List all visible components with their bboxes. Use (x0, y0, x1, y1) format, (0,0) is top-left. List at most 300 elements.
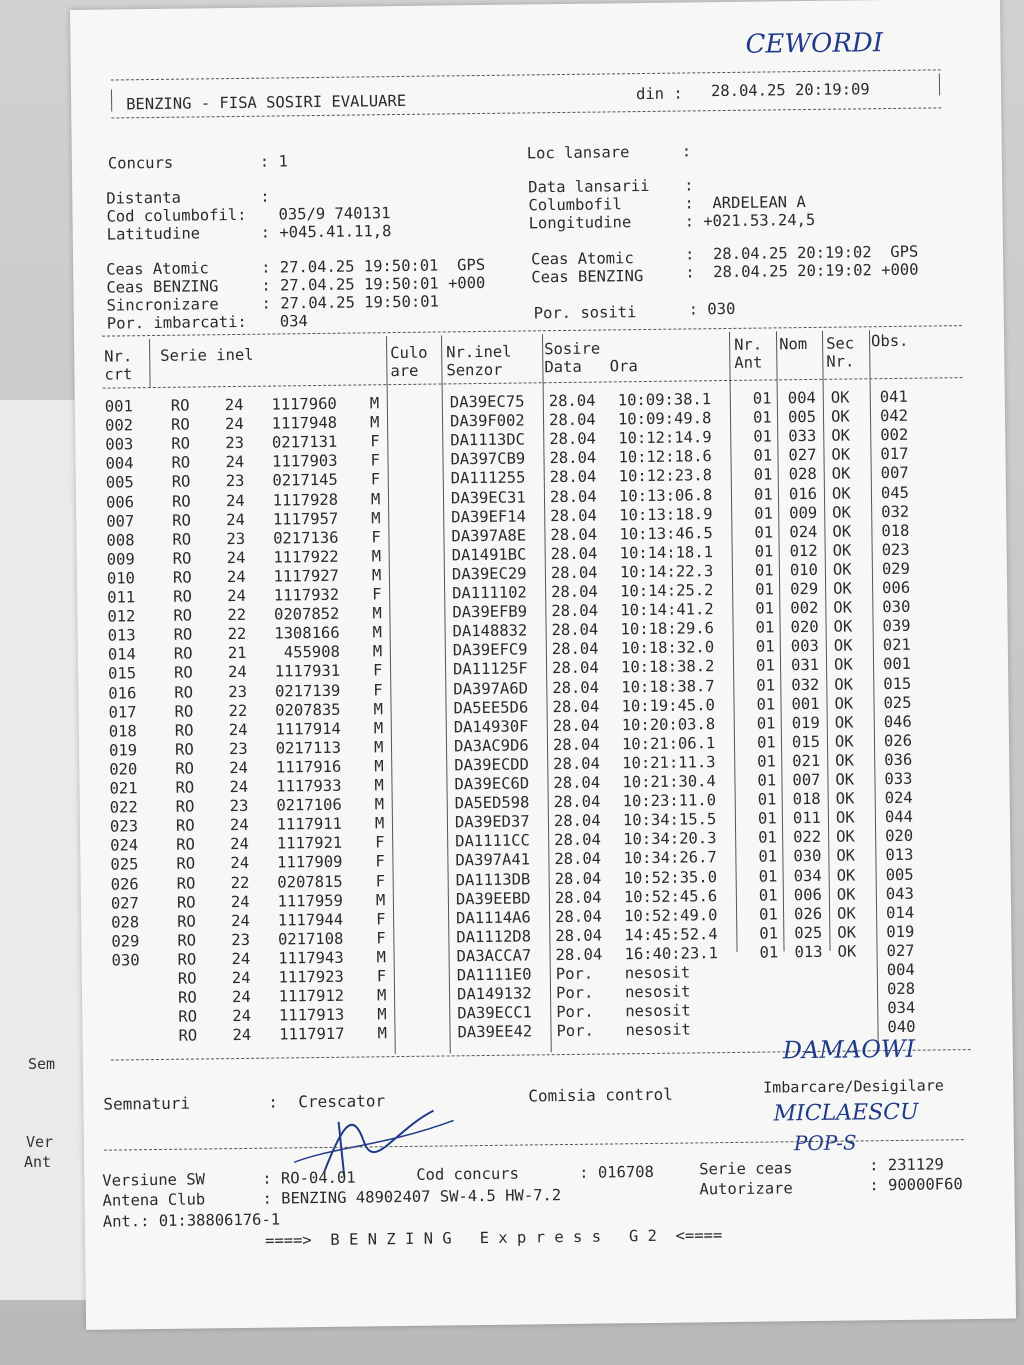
row-sex: F (376, 909, 386, 929)
semnaturi-label: Semnaturi (103, 1093, 191, 1114)
row-sex: M (377, 1024, 387, 1043)
row-senzor: DA14930F (453, 717, 529, 737)
row-country: RO (171, 453, 191, 473)
benzing-banner: ====> B E N Z I N G E x p r e s s G 2 <==== (264, 1226, 723, 1250)
row-nr: 001 (104, 397, 133, 416)
row-sex: M (370, 489, 381, 508)
row-nom: 020 (790, 618, 819, 637)
row-country: RO (173, 625, 193, 644)
row-year: 22 (227, 605, 247, 625)
row-sex: F (375, 852, 385, 871)
row-senzor: DA11125F (452, 659, 528, 679)
comisia-control-label: Comisia control (528, 1084, 673, 1106)
row-nom: 033 (788, 427, 817, 446)
row-senzor: DA148832 (452, 621, 528, 641)
row-time: 10:34:15.5 (622, 810, 717, 830)
col-header-nr-inel: Nr.inel (446, 342, 512, 362)
cod-columbofil-label: Cod columbofil: (106, 205, 247, 226)
row-obs: 025 (883, 693, 912, 712)
row-time: 10:18:38.2 (620, 657, 715, 677)
row-ring-number: 0217136 (273, 528, 339, 548)
row-sex: M (374, 795, 385, 814)
row-date: 28.04 (549, 448, 597, 468)
row-time: 10:52:45.6 (623, 886, 718, 906)
row-time: nesosit (625, 1001, 691, 1021)
row-senzor: DA397A41 (455, 850, 531, 870)
row-time: 16:40:23.1 (624, 944, 719, 964)
longitudine-label: Longitudine (528, 213, 632, 233)
row-nr: 019 (108, 741, 138, 760)
row-time: nesosit (624, 963, 691, 983)
row-country: RO (176, 835, 195, 855)
row-obs: 018 (881, 521, 910, 540)
row-nom: 007 (792, 770, 821, 790)
col-header-nr-ant-1: Nr. (734, 335, 763, 354)
distanta-value: : (260, 187, 270, 206)
row-ant: 01 (755, 599, 775, 618)
row-country: RO (177, 988, 197, 1007)
row-obs: 006 (882, 578, 911, 598)
row-obs: 027 (886, 941, 915, 960)
handwritten-corner-note: CEWORDI (745, 28, 884, 60)
row-date: 28.04 (552, 678, 600, 697)
row-year: 22 (228, 701, 248, 720)
report-date-value: 28.04.25 20:19:09 (710, 80, 870, 101)
row-obs: 043 (885, 884, 914, 903)
row-country: RO (173, 606, 193, 625)
row-sex: M (374, 814, 385, 833)
row-sex: M (373, 718, 384, 738)
row-nom: 016 (788, 484, 818, 503)
row-nr: 009 (106, 550, 135, 569)
row-country: RO (178, 1007, 198, 1026)
row-sec: OK (834, 713, 854, 732)
row-sec: OK (835, 751, 855, 770)
row-senzor: DA39EF14 (451, 507, 526, 526)
row-country: RO (172, 511, 192, 530)
table-header-rule (103, 377, 963, 389)
col-header-sec-1: Sec (826, 334, 855, 353)
row-sec: OK (831, 464, 851, 484)
report-sheet (70, 0, 1016, 1330)
row-sex: M (372, 623, 383, 642)
row-country: RO (172, 549, 192, 568)
row-ant: 01 (753, 427, 773, 446)
row-country: RO (175, 759, 195, 778)
row-sex: M (371, 508, 381, 527)
row-country: RO (175, 816, 195, 835)
row-senzor: DA39EE42 (457, 1022, 533, 1042)
row-nom: 012 (789, 541, 818, 561)
row-ring-number: 1117944 (277, 910, 344, 930)
row-year: 24 (226, 510, 246, 529)
row-country: RO (175, 778, 195, 797)
row-country: RO (176, 893, 196, 912)
row-obs: 033 (884, 769, 913, 789)
row-country: RO (174, 683, 194, 702)
row-ant: 01 (758, 886, 778, 905)
row-ant: 01 (757, 771, 777, 790)
row-ring-number: 1117931 (274, 662, 341, 681)
col-header-data-ora: Data Ora (544, 357, 638, 377)
row-sec: OK (837, 942, 857, 961)
row-senzor: DA39EC31 (450, 487, 526, 507)
row-date: 28.04 (550, 563, 598, 583)
row-senzor: DA39EC29 (451, 564, 527, 584)
row-nr: 030 (111, 951, 140, 970)
row-year: 21 (227, 644, 247, 663)
row-country: RO (173, 587, 192, 606)
row-ring-number: 455908 (283, 643, 340, 662)
edge-fragment-sem: Sem (28, 1055, 56, 1073)
row-sec: OK (837, 923, 857, 942)
row-senzor: DA39ED37 (454, 812, 530, 832)
row-time: 10:12:14.9 (618, 428, 712, 448)
row-ring-number: 1117909 (276, 853, 343, 872)
row-date: 28.04 (551, 620, 599, 640)
edge-fragment-ant: Ant (24, 1153, 52, 1171)
row-nr: 005 (105, 473, 134, 492)
row-ant: 01 (758, 828, 777, 847)
col-header-senzor: Senzor (446, 360, 503, 380)
ceas-benzing-left-value: : 27.04.25 19:50:01 +000 (261, 273, 486, 295)
row-year: 24 (229, 777, 249, 797)
row-ant: 01 (755, 637, 775, 656)
row-year: 24 (227, 663, 247, 682)
row-nom: 025 (794, 923, 823, 943)
row-date: 28.04 (553, 754, 601, 774)
data-lansarii-label: Data lansarii (528, 176, 650, 197)
row-year: 23 (228, 739, 248, 758)
longitudine-value: : +021.53.24,5 (684, 210, 816, 231)
row-ant: 01 (756, 733, 776, 752)
handwritten-signature-name-3: POP-S (793, 1130, 857, 1156)
row-year: 22 (227, 625, 247, 644)
row-sex: M (373, 738, 384, 757)
row-date: 28.04 (553, 811, 601, 831)
row-ant: 01 (757, 809, 777, 828)
row-ant: 01 (756, 695, 776, 714)
row-nr: 023 (109, 817, 139, 836)
row-sex: M (376, 986, 387, 1005)
header-top-rule (111, 69, 941, 80)
row-time: 10:21:30.4 (622, 772, 716, 792)
col-header-nom: Nom (779, 335, 808, 354)
row-sex: F (371, 527, 381, 547)
row-date: 28.04 (551, 639, 599, 659)
row-ring-number: 1117948 (271, 413, 338, 433)
row-time: 10:09:38.1 (617, 390, 712, 410)
row-year: 24 (226, 548, 246, 567)
row-ant: 01 (753, 446, 773, 465)
row-date: 28.04 (548, 391, 596, 411)
row-sec: OK (830, 388, 850, 407)
row-obs: 020 (885, 827, 914, 846)
row-ring-number: 1117943 (278, 948, 344, 968)
row-sex: F (370, 432, 380, 451)
versiune-sw-label: Versiune SW (102, 1170, 206, 1190)
row-sec: OK (833, 655, 853, 675)
row-year: 23 (226, 529, 246, 548)
row-ring-number: 1117914 (275, 719, 341, 739)
row-country: RO (170, 396, 190, 415)
row-sec: OK (834, 674, 854, 694)
row-sec: OK (836, 865, 856, 885)
row-date: 28.04 (554, 830, 601, 850)
row-date: 28.04 (550, 544, 598, 563)
row-senzor: DA397A6D (453, 678, 529, 698)
latitudine-label: Latitudine (106, 224, 201, 244)
row-nr: 008 (106, 530, 135, 550)
row-senzor: DA5EE5D6 (453, 698, 529, 717)
row-date: 28.04 (551, 658, 599, 678)
row-year: 24 (229, 816, 249, 835)
row-year: 23 (225, 434, 245, 453)
col-header-sosire: Sosire (544, 339, 601, 359)
row-ring-number: 1117911 (276, 814, 343, 834)
row-nr: 016 (108, 683, 137, 703)
row-senzor: DA39EEBD (455, 889, 531, 908)
row-nom: 028 (788, 465, 817, 484)
row-country: RO (175, 797, 195, 816)
row-ant: 01 (755, 618, 775, 637)
row-sex: F (375, 833, 385, 852)
row-nom: 032 (791, 675, 820, 694)
row-ant: 01 (752, 408, 772, 427)
row-time: 10:21:11.3 (622, 753, 716, 773)
row-ring-number: 0217106 (276, 795, 342, 815)
row-country: RO (174, 702, 194, 721)
row-date: 28.04 (550, 525, 598, 544)
row-ring-number: 1117916 (275, 757, 342, 777)
row-nr: 018 (108, 721, 137, 741)
row-sex: M (375, 890, 386, 909)
row-ant: 01 (758, 847, 778, 867)
ceas-atomic-right-value: : 28.04.25 20:19:02 GPS (684, 242, 919, 264)
row-sec: OK (831, 445, 851, 465)
row-obs: 041 (879, 387, 908, 407)
row-nom: 021 (792, 751, 821, 771)
row-nr: 026 (110, 874, 139, 894)
row-ant: 01 (758, 866, 778, 886)
row-ant: 01 (757, 790, 777, 809)
row-obs: 046 (883, 712, 912, 731)
antena-club-value: : BENZING 48902407 SW-4.5 HW-7.2 (262, 1186, 562, 1208)
sincronizare-value: : 27.04.25 19:50:01 (261, 292, 440, 313)
row-sec: OK (835, 789, 855, 808)
row-time: nesosit (625, 1020, 691, 1040)
row-time: 10:12:23.8 (618, 466, 713, 486)
row-nr: 020 (109, 760, 138, 779)
col-sep-nr (149, 339, 151, 387)
row-nom: 003 (790, 637, 819, 656)
por-imbarcati-value: 034 (279, 312, 308, 331)
serie-ceas-label: Serie ceas (699, 1159, 793, 1179)
row-date: 28.04 (552, 735, 600, 754)
row-nom: 009 (789, 503, 818, 522)
row-ring-number: 1117903 (272, 452, 338, 471)
report-date-label: din : (635, 84, 683, 104)
row-obs: 034 (887, 998, 916, 1018)
row-sec: OK (836, 827, 855, 846)
row-obs: 044 (884, 807, 914, 827)
row-year: 24 (225, 453, 245, 472)
col-header-culoare-2: are (390, 361, 419, 381)
row-obs: 032 (881, 502, 910, 521)
row-ring-number: 0207835 (275, 700, 341, 720)
row-ring-number: 1117921 (276, 834, 343, 853)
row-year: 24 (231, 968, 251, 988)
row-time: 10:34:26.7 (623, 848, 717, 868)
row-date: 28.04 (551, 582, 598, 602)
row-obs: 036 (884, 750, 913, 769)
row-sec: OK (833, 636, 853, 656)
versiune-sw-value: : RO-04.01 (262, 1168, 356, 1188)
row-ring-number: 0217113 (275, 738, 342, 758)
row-country: RO (173, 644, 193, 664)
row-country: RO (177, 931, 197, 950)
row-country: RO (171, 472, 191, 492)
row-country: RO (177, 912, 196, 931)
row-year: 23 (231, 930, 251, 949)
row-ant: 01 (759, 943, 779, 962)
loc-lansare-label: Loc lansare (526, 143, 630, 163)
row-sec: OK (834, 694, 854, 713)
row-ant: 01 (756, 675, 776, 695)
row-ring-number: 1117928 (272, 490, 339, 510)
row-nom: 011 (792, 809, 822, 828)
semnaturi-colon: : (268, 1092, 279, 1112)
row-date: 28.04 (549, 429, 597, 449)
row-ring-number: 0217139 (274, 681, 341, 701)
row-sex: M (371, 566, 382, 585)
row-sec: OK (832, 560, 852, 579)
row-nom: 005 (787, 408, 817, 427)
row-time: 10:14:41.2 (620, 600, 714, 620)
row-time: 10:19:45.0 (621, 695, 715, 715)
row-year: 24 (229, 758, 249, 778)
row-ring-number: 1308166 (274, 623, 340, 643)
crescator-label: Crescator (298, 1091, 386, 1112)
row-sex: M (374, 757, 384, 776)
row-year: 23 (229, 796, 249, 816)
row-nom: 010 (789, 560, 819, 580)
handwritten-signature-name-1: DAMAOWI (782, 1034, 916, 1065)
row-ring-number: 1117959 (277, 891, 344, 911)
row-year: 22 (230, 873, 250, 892)
row-obs: 024 (884, 788, 913, 808)
data-lansarii-value: : (684, 176, 694, 195)
autorizare-label: Autorizare (699, 1179, 793, 1199)
row-nom: 006 (793, 885, 822, 904)
row-senzor: DA397CB9 (450, 449, 526, 469)
row-time: 10:52:35.0 (623, 867, 718, 887)
row-nr: 028 (111, 912, 140, 932)
row-nom: 029 (790, 579, 819, 599)
row-obs: 023 (881, 540, 910, 559)
row-sec: OK (833, 579, 852, 598)
row-time: 10:34:20.3 (623, 829, 717, 849)
row-nr: 006 (105, 492, 135, 512)
row-date: 28.04 (552, 697, 600, 716)
row-ant: 01 (755, 580, 774, 599)
row-date: 28.04 (551, 601, 599, 621)
row-ring-number: 1117917 (279, 1025, 345, 1044)
row-time: 10:13:06.8 (618, 485, 713, 505)
row-nr: 025 (110, 855, 139, 874)
row-obs: 001 (882, 655, 912, 674)
row-ring-number: 1117957 (272, 509, 339, 529)
row-nr: 027 (110, 893, 140, 913)
row-time: 10:18:32.0 (620, 638, 715, 658)
row-ring-number: 1117923 (278, 967, 344, 987)
row-sec: OK (831, 426, 851, 445)
loc-lansare-value: : (681, 142, 692, 161)
por-sositi-value: : 030 (688, 299, 736, 319)
row-year: 24 (232, 1007, 252, 1026)
row-obs: 040 (887, 1018, 916, 1037)
row-obs: 002 (880, 425, 909, 445)
row-date: 28.04 (549, 467, 597, 487)
row-senzor: DA39EC6D (454, 774, 530, 794)
row-date: Por. (556, 1021, 594, 1041)
row-nom: 022 (793, 828, 822, 847)
row-date: Por. (555, 964, 594, 984)
row-sex: M (376, 948, 387, 967)
row-senzor: DA1111CC (455, 831, 530, 851)
row-sex: M (374, 776, 384, 795)
row-senzor: DA1111E0 (456, 965, 532, 985)
row-ring-number: 0217108 (277, 929, 344, 949)
serie-ceas-value: : 231129 (869, 1155, 944, 1175)
col-header-nr-ant-2: Ant (734, 353, 763, 372)
ceas-atomic-right-label: Ceas Atomic (530, 249, 634, 269)
ceas-atomic-left-label: Ceas Atomic (106, 259, 209, 279)
row-sex: M (373, 699, 384, 718)
row-nr: 004 (105, 454, 134, 473)
handwritten-signature-name-2: MICLAESCU (773, 1099, 919, 1127)
row-ring-number: 1117913 (278, 1005, 345, 1025)
row-sec: OK (836, 885, 856, 904)
row-country: RO (174, 740, 194, 759)
row-date: 28.04 (555, 945, 603, 965)
ceas-benzing-right-label: Ceas BENZING (531, 267, 644, 287)
row-sex: F (370, 470, 381, 489)
row-sex: M (369, 413, 380, 432)
row-ant: 01 (756, 714, 776, 733)
row-date: 28.04 (554, 869, 602, 888)
row-sex: F (375, 871, 386, 890)
row-country: RO (171, 434, 191, 453)
row-nr: 017 (108, 702, 137, 722)
col-header-culoare-1: Culo (390, 343, 428, 363)
row-nr: 024 (110, 836, 139, 855)
row-senzor: DA1114A6 (456, 908, 531, 928)
row-obs: 014 (885, 903, 915, 922)
row-sex: M (371, 547, 382, 566)
cod-concurs-label: Cod concurs (416, 1164, 520, 1184)
row-sec: OK (835, 770, 855, 789)
row-ring-number: 1117922 (273, 547, 339, 567)
row-senzor: DA149132 (456, 984, 532, 1004)
row-time: 10:12:18.6 (618, 447, 712, 467)
row-country: RO (177, 969, 197, 988)
row-ant: 01 (753, 465, 773, 485)
row-date: Por. (555, 983, 594, 1003)
row-sex: F (370, 451, 380, 470)
header-left-border (111, 89, 112, 111)
row-nom: 030 (793, 847, 822, 866)
